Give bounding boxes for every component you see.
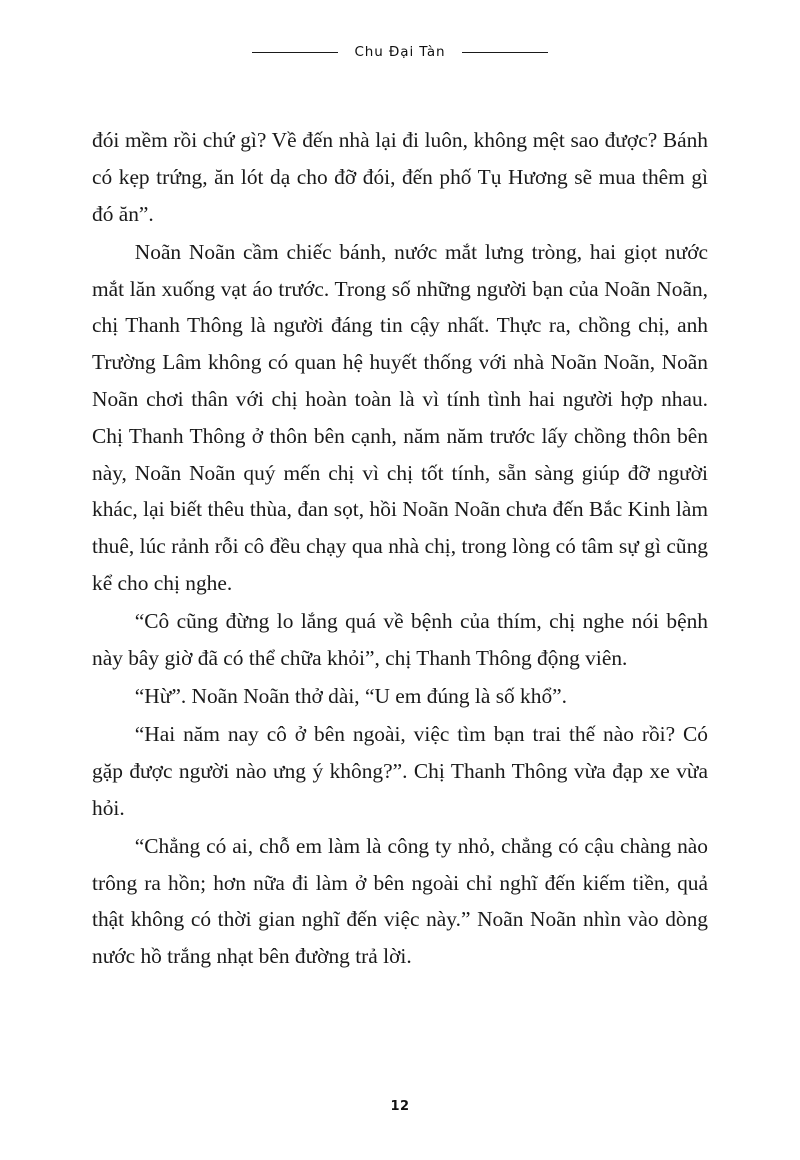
paragraph: Noãn Noãn cầm chiếc bánh, nước mắt lưng tròng, hai giọt nước mắt lăn xuống vạt áo trước. Trong số những người bạn của Noãn Noãn, chị Thanh Thông là người đáng tin cậy nhất. Thực ra, chồng chị, anh Trường Lâm không có quan hệ huyết thống với nhà Noãn Noãn, Noãn Noãn chơi thân với chị hoàn toàn là vì tính tình hai người hợp nhau. Chị Thanh Thông ở thôn bên cạnh, năm năm trước lấy chồng thôn bên này, Noãn Noãn quý mến chị vì chị tốt tính, sẵn sàng giúp đỡ người khác, lại biết thêu thùa, đan sọt, hồi Noãn Noãn chưa đến Bắc Kinh làm thuê, lúc rảnh rỗi cô đều chạy qua nhà chị, trong lòng có tâm sự gì cũng kể cho chị nghe. bbox=[92, 239, 708, 596]
running-head-right-rule bbox=[462, 52, 548, 53]
body-text bbox=[92, 122, 708, 976]
running-head bbox=[0, 44, 800, 60]
paragraph: “Cô cũng đừng lo lắng quá về bệnh của thím, chị nghe nói bệnh này bây giờ đã có thể chữa khỏi”, chị Thanh Thông động viên. bbox=[92, 609, 708, 670]
paragraph: “Hừ”. Noãn Noãn thở dài, “U em đúng là số khổ”. bbox=[134, 684, 567, 709]
paragraph: “Hai năm nay cô ở bên ngoài, việc tìm bạn trai thế nào rồi? Có gặp được người nào ưng ý không?”. Chị Thanh Thông vừa đạp xe vừa hỏi. bbox=[92, 722, 708, 820]
paragraph: đói mềm rồi chứ gì? Về đến nhà lại đi luôn, không mệt sao được? Bánh có kẹp trứng, ăn lót dạ cho đỡ đói, đến phố Tụ Hương sẽ mua thêm gì đó ăn”. bbox=[92, 128, 708, 226]
paragraph: “Chẳng có ai, chỗ em làm là công ty nhỏ, chẳng có cậu chàng nào trông ra hồn; hơn nữa đi làm ở bên ngoài chỉ nghĩ đến kiếm tiền, quả thật không có thời gian nghĩ đến việc này.” Noãn Noãn nhìn vào dòng nước hồ trắng nhạt bên đường trả lời. bbox=[92, 833, 708, 969]
running-head-left-rule bbox=[252, 52, 338, 53]
running-head-title: Chu Đại Tàn bbox=[354, 44, 446, 60]
page-number: 12 bbox=[390, 1099, 410, 1114]
